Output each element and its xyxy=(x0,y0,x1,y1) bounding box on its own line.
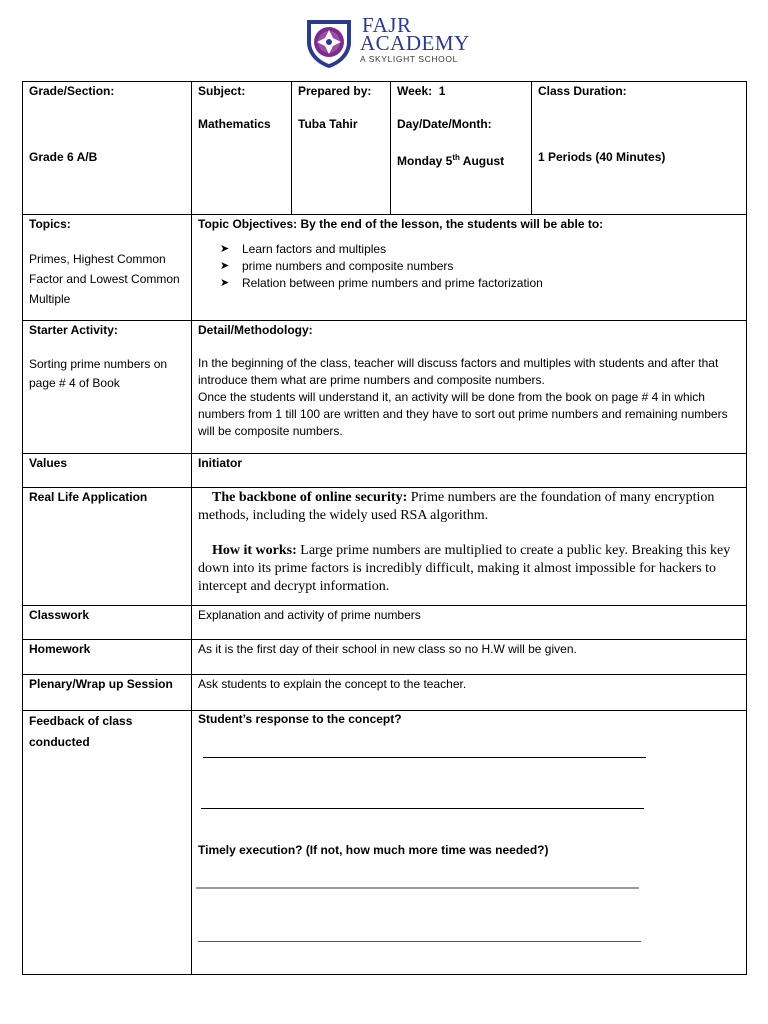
topics-value: Primes, Highest Common Factor and Lowest Common Multiple xyxy=(29,252,180,306)
week-label: Week: 1 xyxy=(397,84,446,98)
prepared-cell xyxy=(292,82,391,215)
real-life-paragraph-1 xyxy=(198,489,740,525)
info-row xyxy=(23,82,747,215)
real-life-label-cell xyxy=(23,488,192,606)
starter-value: Sorting prime numbers on page # 4 of Book xyxy=(29,357,168,390)
values-label-cell xyxy=(23,454,192,488)
feedback-question-1: Student’s response to the concept? xyxy=(198,712,402,726)
plenary-row xyxy=(23,675,747,711)
objective-text: prime numbers and composite numbers xyxy=(242,259,454,273)
objectives-cell xyxy=(192,215,747,321)
date-value xyxy=(397,149,525,170)
feedback-label-cell xyxy=(23,711,192,975)
plenary-value-cell xyxy=(192,675,747,711)
brand-name-line2: ACADEMY xyxy=(360,31,470,55)
list-item xyxy=(218,258,740,275)
prepared-value: Tuba Tahir xyxy=(298,117,358,131)
topics-cell xyxy=(23,215,192,321)
real-life-row xyxy=(23,488,747,606)
duration-value: 1 Periods (40 Minutes) xyxy=(538,150,666,164)
feedback-label: Feedback of class conducted xyxy=(29,714,133,749)
subject-cell xyxy=(192,82,292,215)
subject-label: Subject: xyxy=(198,84,246,98)
starter-cell xyxy=(23,321,192,454)
duration-cell xyxy=(532,82,747,215)
answer-line[interactable] xyxy=(201,808,644,809)
real-life-value-cell xyxy=(192,488,747,606)
detail-paragraph-1: In the beginning of the class, teacher will discuss factors and multiples with students and after that introduce them what are prime numbers and composite numbers. xyxy=(198,356,719,387)
week-date-cell xyxy=(391,82,532,215)
detail-cell xyxy=(192,321,747,454)
classwork-value: Explanation and activity of prime numbers xyxy=(198,608,421,622)
homework-label: Homework xyxy=(29,642,91,656)
real-life-p2-text: Large prime numbers are multiplied to create a public key. Breaking this key down into its prime factors is incredibly difficult, making it almost impossible for hackers to intercept and decrypt information. xyxy=(198,543,731,594)
duration-label: Class Duration: xyxy=(538,84,627,98)
list-item xyxy=(218,241,740,258)
prepared-label: Prepared by: xyxy=(298,84,372,98)
real-life-p1-bold: The backbone of online security: xyxy=(212,490,408,505)
detail-paragraph-2: Once the students will understand it, an activity will be done from the book on page # 4 in which numbers from 1 till 100 are written and they have to sort out prime numbers and remaining numbers will be composite numbers. xyxy=(198,390,728,438)
date-value-suffix: August xyxy=(459,154,505,168)
date-value-prefix: Monday 5 xyxy=(397,154,453,168)
classwork-row xyxy=(23,606,747,640)
values-value-cell xyxy=(192,454,747,488)
grade-label: Grade/Section: xyxy=(29,84,115,98)
classwork-label-cell xyxy=(23,606,192,640)
homework-row xyxy=(23,640,747,675)
objective-text: Learn factors and multiples xyxy=(242,242,387,256)
homework-value-cell xyxy=(192,640,747,675)
date-value-sup: th xyxy=(452,153,460,162)
arrowhead-bullet-icon: ➤ xyxy=(220,277,230,289)
real-life-label: Real Life Application xyxy=(29,490,148,504)
values-value: Initiator xyxy=(198,456,242,470)
real-life-paragraph-2 xyxy=(198,542,740,596)
answer-line[interactable] xyxy=(198,941,641,942)
date-label: Day/Date/Month: xyxy=(397,117,492,131)
brand-tagline: A SKYLIGHT SCHOOL xyxy=(360,54,458,64)
answer-line[interactable] xyxy=(203,757,646,758)
brand-text xyxy=(360,13,470,64)
subject-value: Mathematics xyxy=(198,117,271,131)
brand-name-line1: FAJR xyxy=(362,13,412,37)
topics-row xyxy=(23,215,747,321)
grade-value: Grade 6 A/B xyxy=(29,150,98,164)
values-row xyxy=(23,454,747,488)
header xyxy=(0,12,768,72)
classwork-value-cell xyxy=(192,606,747,640)
topics-label: Topics: xyxy=(29,217,71,231)
feedback-question-2: Timely execution? (If not, how much more time was needed?) xyxy=(198,843,549,857)
objective-text: Relation between prime numbers and prime factorization xyxy=(242,276,543,290)
plenary-label-cell xyxy=(23,675,192,711)
lesson-plan-table xyxy=(22,81,747,975)
objectives-heading: Topic Objectives: By the end of the lesson, the students will be able to: xyxy=(198,217,604,231)
fajr-academy-shield-icon xyxy=(303,16,355,70)
classwork-label: Classwork xyxy=(29,608,90,622)
feedback-value-cell xyxy=(192,711,747,975)
values-label: Values xyxy=(29,456,68,470)
arrowhead-bullet-icon: ➤ xyxy=(220,243,230,255)
homework-value: As it is the first day of their school in new class so no H.W will be given. xyxy=(198,642,577,656)
objectives-list xyxy=(218,241,740,292)
real-life-p1-text: Prime numbers are the foundation of many encryption methods, including the widely used RSA algorithm. xyxy=(198,490,715,523)
plenary-label: Plenary/Wrap up Session xyxy=(29,677,173,691)
list-item xyxy=(218,275,740,292)
arrowhead-bullet-icon: ➤ xyxy=(220,260,230,272)
grade-cell xyxy=(23,82,192,215)
answer-line[interactable] xyxy=(196,887,639,889)
starter-label: Starter Activity: xyxy=(29,323,118,337)
starter-row xyxy=(23,321,747,454)
homework-label-cell xyxy=(23,640,192,675)
feedback-row xyxy=(23,711,747,975)
detail-heading: Detail/Methodology: xyxy=(198,323,313,337)
plenary-value: Ask students to explain the concept to the teacher. xyxy=(198,677,467,691)
real-life-p2-bold: How it works: xyxy=(212,543,297,558)
